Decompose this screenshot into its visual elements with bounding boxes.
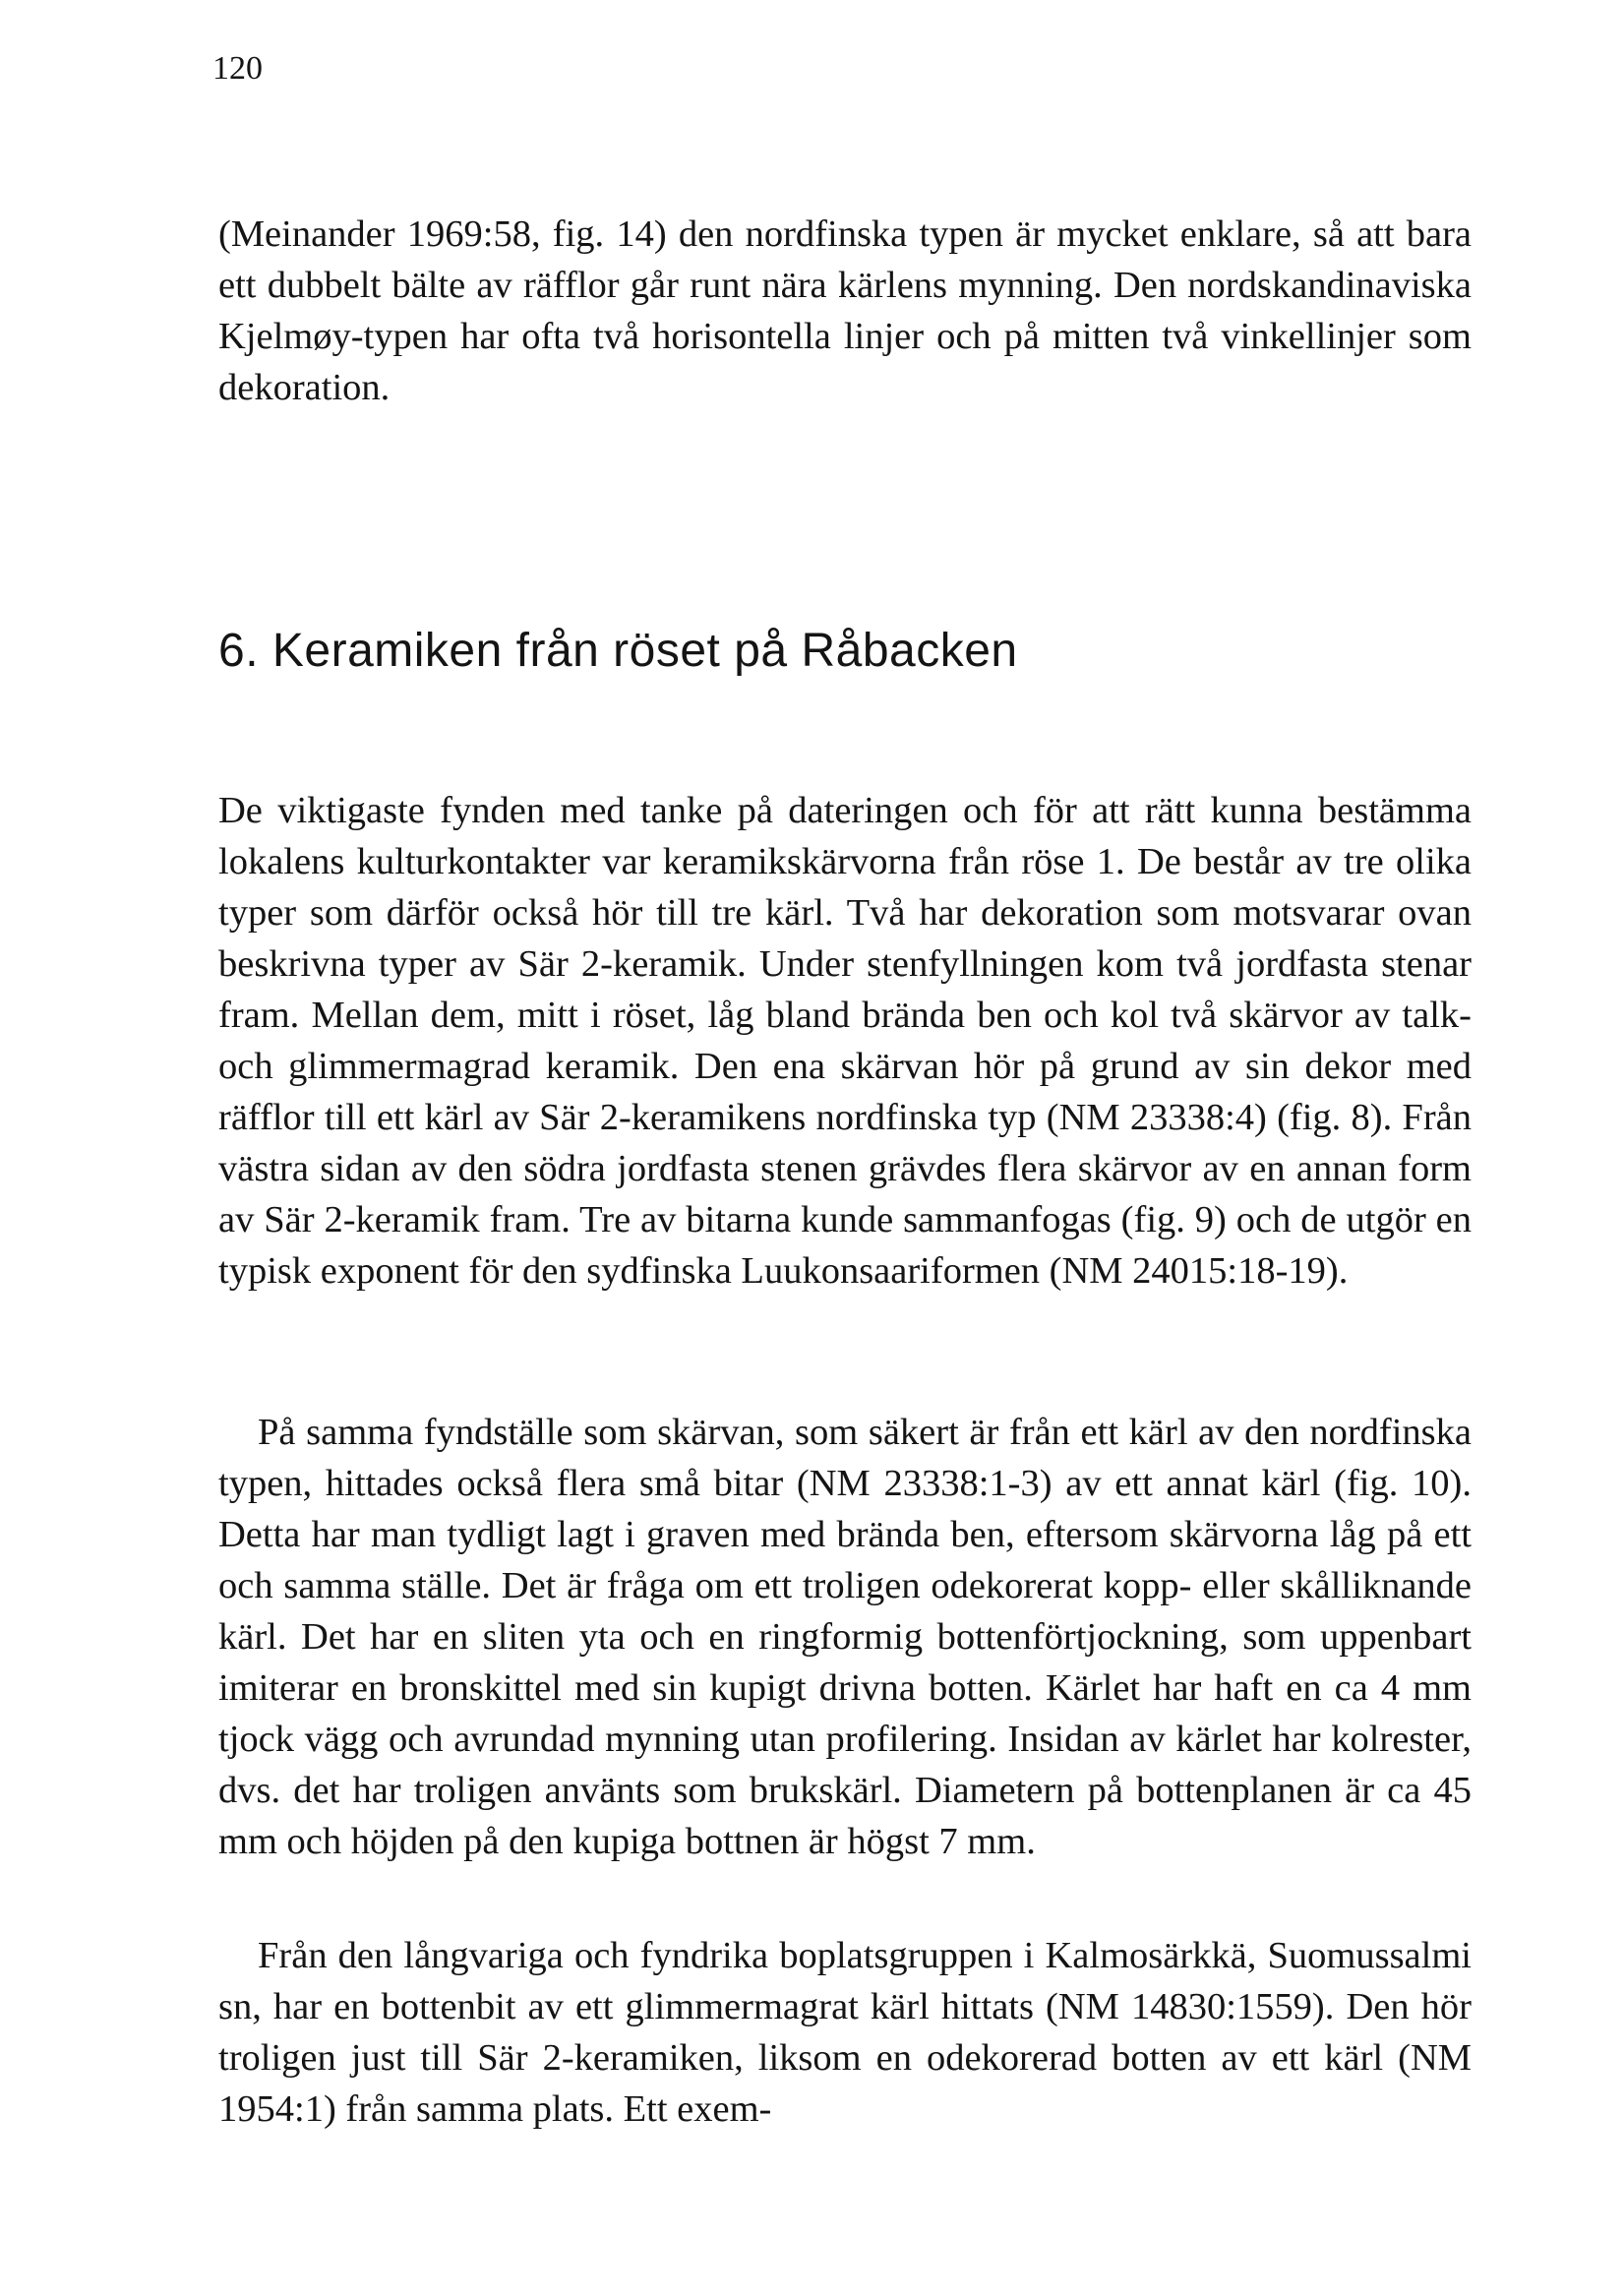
body-paragraph-3: Från den långvariga och fyndrika boplatsgruppen i Kalmosärkkä, Suomussalmi sn, har en bottenbit av ett glimmermagrat kärl hittats (NM 14830:1559). Den hör troligen just till Sär 2-keramiken, liksom en odekorerad botten av ett kärl (NM 1954:1) från samma plats. Ett exem- xyxy=(218,1935,1472,2130)
page-number: 120 xyxy=(212,50,263,87)
body-paragraph-2: På samma fyndställe som skärvan, som säkert är från ett kärl av den nordfinska typen, hittades också flera små bitar (NM 23338:1-3) av ett annat kärl (fig. 10). Detta har man tydligt lagt i graven med brända ben, eftersom skärvorna låg på ett och samma ställe. Det är fråga om ett troligen odekorerat kopp- eller skålliknande kärl. Det har en sliten yta och en ringformig bottenförtjockning, som uppenbart imiterar en bronskittel med sin kupigt drivna botten. Kärlet har haft en ca 4 mm tjock vägg och avrundad mynning utan profilering. Insidan av kärlet har kolrester, dvs. det har troligen använts som brukskärl. Diametern på bottenplanen är ca 45 mm och höjden på den kupiga bottnen är högst 7 mm. xyxy=(218,1412,1472,1862)
body-paragraph-1: De viktigaste fynden med tanke på dateringen och för att rätt kunna bestämma lokalens kulturkontakter var keramikskärvorna från röse 1. De består av tre olika typer som därför också hör till tre kärl. Två har dekoration som motsvarar ovan beskrivna typer av Sär 2-keramik. Under stenfyllningen kom två jordfasta stenar fram. Mellan dem, mitt i röset, låg bland brända ben och kol två skärvor av talk- och glimmermagrad keramik. Den ena skärvan hör på grund av sin dekor med räfflor till ett kärl av Sär 2-keramikens nordfinska typ (NM 23338:4) (fig. 8). Från västra sidan av den södra jordfasta stenen grävdes flera skärvor av en annan form av Sär 2-keramik fram. Tre av bitarna kunde sammanfogas (fig. 9) och de utgör en typisk exponent för den sydfinska Luukonsaariformen (NM 24015:18-19). xyxy=(218,790,1472,1292)
section-heading: 6. Keramiken från röset på Råbacken xyxy=(218,625,1018,677)
intro-paragraph: (Meinander 1969:58, fig. 14) den nordfinska typen är mycket enklare, så att bara ett dubbelt bälte av räfflor går runt nära kärlens mynning. Den nordskandinaviska Kjelmøy-typen har ofta två horisontella linjer och på mitten två vinkellinjer som dekoration. xyxy=(218,213,1472,408)
